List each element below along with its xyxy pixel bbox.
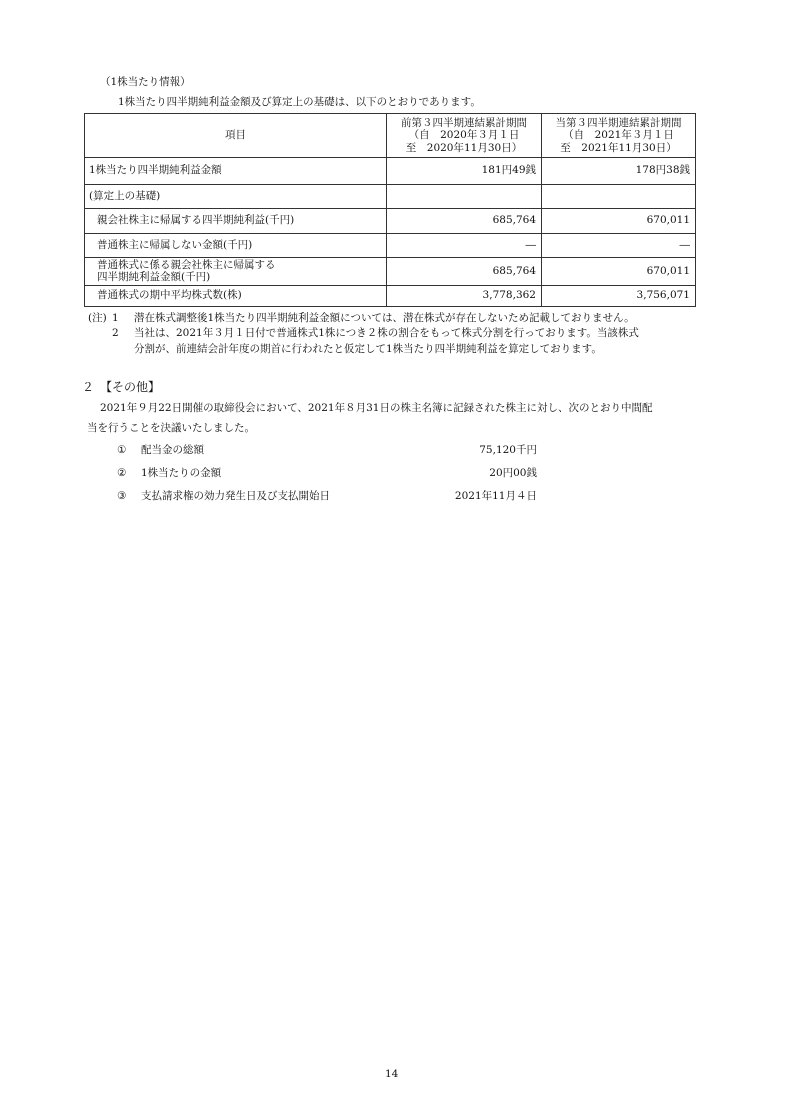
row-curr-value xyxy=(542,185,696,209)
item-label: 1株当たりの金額 xyxy=(141,467,222,479)
note-2-continued xyxy=(88,343,602,356)
header-curr-line: （自 2021年３月１日 xyxy=(563,129,674,142)
header-prev-line: 至 2020年11月30日） xyxy=(405,141,523,154)
section-intro: 1株当たり四半期純利益金額及び算定上の基礎は、以下のとおりであります。 xyxy=(118,96,481,108)
page-number: 14 xyxy=(385,1068,399,1080)
row-prev-value: 685,764 xyxy=(387,258,542,286)
note-text: 分割が、前連結会計年度の期首に行われたと仮定して1株当たり四半期純利益を算定しております。 xyxy=(134,343,602,355)
table-row xyxy=(85,286,696,307)
item-value: 20円00銭 xyxy=(489,467,537,479)
row-prev-value: 3,778,362 xyxy=(387,286,542,307)
row-label: (算定上の基礎) xyxy=(85,185,387,209)
note-number: 1 xyxy=(112,312,119,324)
note-marker: (注) xyxy=(88,312,107,324)
section-heading-eps-info: （1株当たり情報） xyxy=(100,76,191,88)
row-prev-value: 181円49銭 xyxy=(387,158,542,185)
row-prev-value xyxy=(387,185,542,209)
item-label: 支払請求権の効力発生日及び支払開始日 xyxy=(141,490,330,502)
table-row xyxy=(85,234,696,258)
table-header-row xyxy=(85,114,696,158)
header-prev-line: 前第３四半期連結累計期間 xyxy=(401,117,527,130)
header-prev-period xyxy=(387,114,542,158)
row-curr-value: 670,011 xyxy=(542,209,696,234)
item-value: 2021年11月４日 xyxy=(454,490,537,502)
item-number: ① xyxy=(117,444,127,456)
note-text: 当社は、2021年３月１日付で普通株式1株につき２株の割合をもって株式分割を行っております。当該株式 xyxy=(134,327,639,339)
row-curr-value: 670,011 xyxy=(542,258,696,286)
row-curr-value: 3,756,071 xyxy=(542,286,696,307)
note-number: 2 xyxy=(112,327,119,339)
header-prev-line: （自 2020年３月１日 xyxy=(408,129,520,142)
table-row xyxy=(85,258,696,286)
header-curr-period xyxy=(542,114,696,158)
table-row xyxy=(85,185,696,209)
list-item xyxy=(117,490,537,504)
row-label: 普通株主に帰属しない金額(千円) xyxy=(85,234,387,258)
row-label-line: 普通株式に係る親会社株主に帰属する xyxy=(97,258,276,271)
row-label: 親会社株主に帰属する四半期純利益(千円) xyxy=(85,209,387,234)
row-label: 普通株式の期中平均株式数(株) xyxy=(85,286,387,307)
header-item: 項目 xyxy=(85,114,387,158)
section2-body-line: 2021年９月22日開催の取締役会において、2021年８月31日の株主名簿に記録された株主に対し、次のとおり中間配 xyxy=(100,402,653,414)
note-text: 潜在株式調整後1株当たり四半期純利益金額については、潜在株式が存在しないため記載しておりません。 xyxy=(134,312,635,324)
table-row xyxy=(85,158,696,185)
note-1 xyxy=(88,312,635,325)
header-curr-line: 当第３四半期連結累計期間 xyxy=(555,117,682,130)
row-prev-value: ― xyxy=(387,234,542,258)
item-label: 配当金の総額 xyxy=(141,444,204,456)
row-curr-value: ― xyxy=(542,234,696,258)
row-label-line: 四半期純利益金額(千円) xyxy=(97,270,211,283)
row-label: 1株当たり四半期純利益金額 xyxy=(85,158,387,185)
list-item xyxy=(117,444,537,458)
row-curr-value: 178円38銭 xyxy=(542,158,696,185)
row-prev-value: 685,764 xyxy=(387,209,542,234)
note-2 xyxy=(88,327,639,340)
list-item xyxy=(117,467,537,481)
header-curr-line: 至 2021年11月30日） xyxy=(560,141,677,154)
eps-table xyxy=(84,113,696,307)
row-label xyxy=(85,258,387,286)
item-value: 75,120千円 xyxy=(479,444,537,456)
section2-body-line: 当を行うことを決議いたしました。 xyxy=(87,422,255,434)
item-number: ③ xyxy=(117,490,127,502)
table-row xyxy=(85,209,696,234)
section-heading-other: ２ 【その他】 xyxy=(82,380,161,394)
item-number: ② xyxy=(117,467,127,479)
